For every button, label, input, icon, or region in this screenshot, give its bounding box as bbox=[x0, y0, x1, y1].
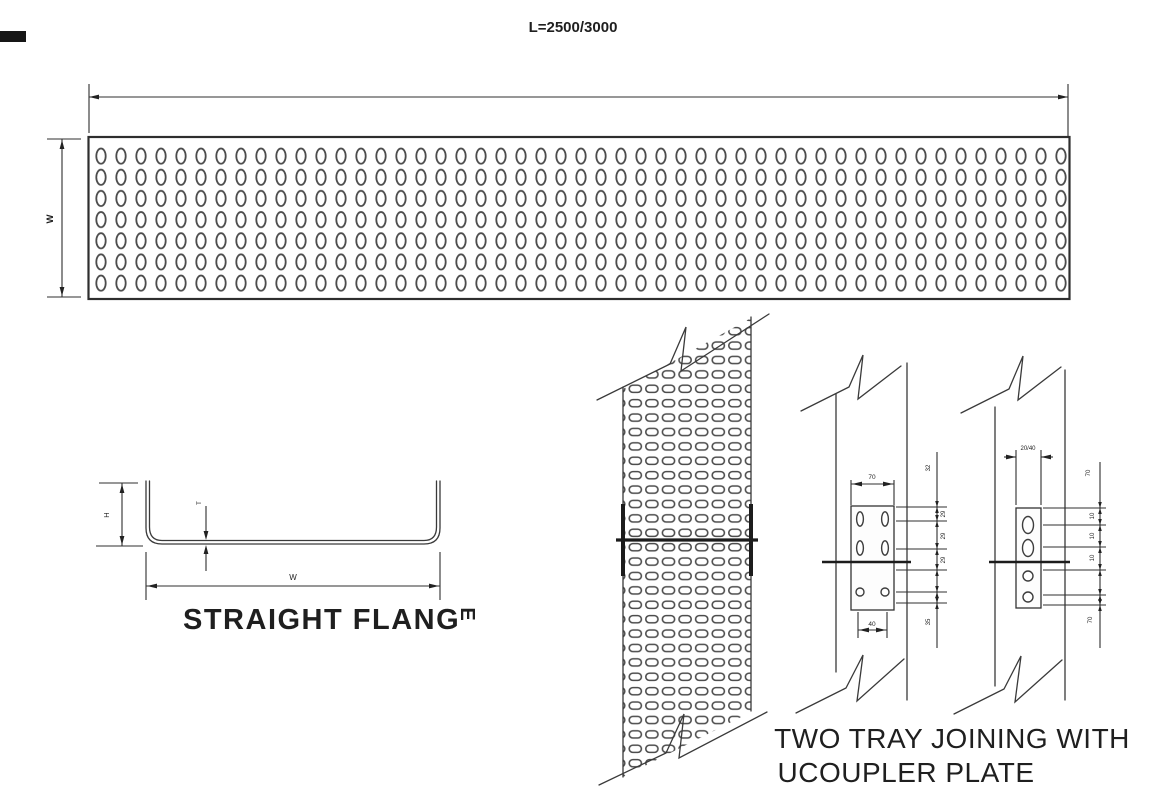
plate-width-label: 70 bbox=[868, 474, 876, 481]
chain-dim-label: 29 bbox=[941, 532, 947, 540]
section-width-label: W bbox=[289, 573, 297, 582]
round-hole bbox=[881, 588, 889, 596]
round-hole bbox=[1023, 592, 1033, 602]
joining-caption-line1: TWO TRAY JOINING WITH bbox=[774, 723, 1130, 754]
break-line-bottom bbox=[796, 655, 904, 713]
length-dimension-label: L=2500/3000 bbox=[528, 19, 618, 36]
hole-spacing-dimension bbox=[858, 612, 887, 638]
chain-dim-label: 32 bbox=[926, 464, 932, 472]
thickness-dimension bbox=[197, 501, 208, 571]
section-caption: STRAIGHT FLANG bbox=[183, 604, 461, 636]
slot-hole bbox=[1023, 517, 1034, 534]
chain-dim-label: 70 bbox=[1086, 469, 1092, 477]
chain-dim-label: 10 bbox=[1090, 512, 1096, 520]
vertical-dimension-chain bbox=[1043, 462, 1106, 648]
chain-dim-label: 10 bbox=[1090, 554, 1096, 562]
vertical-dimension-chain bbox=[896, 452, 947, 648]
round-hole bbox=[856, 588, 864, 596]
tray-plan-view bbox=[45, 19, 1071, 299]
break-line-top bbox=[801, 355, 901, 411]
width-dimension bbox=[45, 139, 81, 297]
tray-perforations bbox=[91, 146, 1071, 294]
chain-dim-label: 35 bbox=[926, 618, 932, 626]
chain-dim-label: 10 bbox=[1090, 532, 1096, 540]
width-dimension-label: W bbox=[45, 214, 56, 224]
chain-dim-label: 29 bbox=[941, 510, 947, 518]
slot-width-label: 20/40 bbox=[1020, 446, 1036, 452]
round-hole bbox=[1023, 571, 1033, 581]
channel-outer-profile bbox=[146, 481, 440, 544]
slot-hole bbox=[1023, 540, 1034, 557]
joint-detail-b bbox=[954, 356, 1106, 714]
break-line-top bbox=[961, 356, 1061, 413]
plate-width-dimension bbox=[851, 474, 894, 505]
height-dimension bbox=[96, 483, 143, 546]
channel-inner-profile bbox=[150, 481, 437, 541]
joint-detail-a bbox=[796, 355, 947, 713]
slot-hole bbox=[882, 512, 889, 526]
chain-dim-label: 70 bbox=[1088, 616, 1094, 624]
straight-flange-section bbox=[96, 481, 478, 636]
section-caption-rotated-letter: E bbox=[456, 607, 478, 621]
slot-hole bbox=[857, 512, 864, 526]
section-width-dimension bbox=[146, 552, 440, 600]
slot-width-dimension bbox=[1004, 446, 1053, 505]
hole-spacing-label: 40 bbox=[868, 621, 876, 628]
slot-hole bbox=[882, 541, 889, 555]
height-dimension-label: H bbox=[102, 512, 111, 518]
scan-artifact-mark bbox=[0, 31, 26, 42]
chain-dim-label: 29 bbox=[941, 556, 947, 564]
break-line-bottom bbox=[954, 656, 1062, 714]
thickness-dimension-label: T bbox=[197, 501, 203, 505]
joining-caption bbox=[774, 723, 1130, 788]
joined-trays-elevation bbox=[597, 314, 769, 785]
slot-hole bbox=[857, 541, 864, 555]
joining-caption-line2: UCOUPLER PLATE bbox=[777, 757, 1035, 788]
tray-body-perforations bbox=[623, 318, 751, 777]
